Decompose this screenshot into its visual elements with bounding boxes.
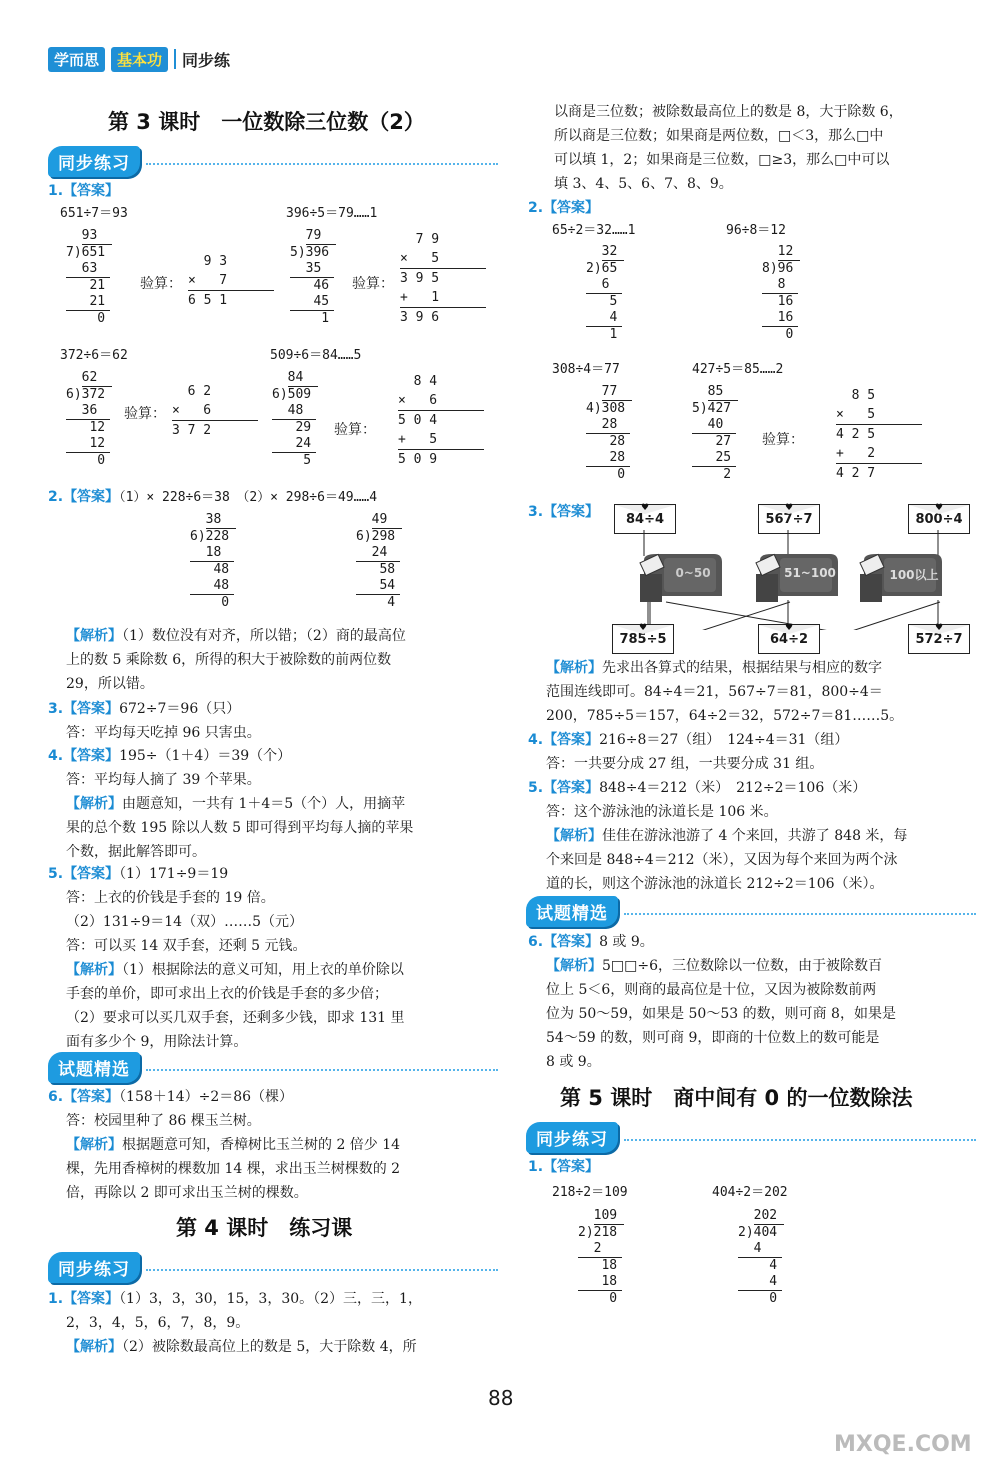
q1-header: 1.【答案】 xyxy=(48,183,120,199)
envelope-800-4: ♥ 800÷4 xyxy=(908,504,970,534)
long-division-396: 79 5)396 35 46 45 1 xyxy=(290,228,336,327)
r-q2-header: 2.【答案】 xyxy=(528,200,600,216)
mailbox-label-51-100: 51~100 xyxy=(784,566,836,580)
section-label: 同步练习 xyxy=(526,1122,618,1153)
long-division-427: 85 5)427 40 27 25 2 xyxy=(692,384,738,483)
section-sync-3 xyxy=(526,1122,976,1152)
envelope-572-7: ♥ 572÷7 xyxy=(908,624,970,654)
lesson5-title: 第 5 课时 商中间有 0 的一位数除法 xyxy=(560,1086,913,1110)
mailbox-label-100-plus: 100以上 xyxy=(889,568,939,582)
check-label: 验算： xyxy=(124,406,166,422)
long-division-372: 62 6)372 36 12 12 0 xyxy=(66,370,112,469)
q4: 4.【答案】195÷（1＋4）＝39（个） 答：平均每人摘了 39 个苹果。 【解析】由题意知，一共有 1＋4＝5（个）人，用摘苹 果的总个数 195 除以人数 5 即可得到平均每人摘的苹果 个数，据此解答即可。 xyxy=(48,748,414,860)
section-label: 同步练习 xyxy=(48,146,140,177)
envelope-84-4: ♥ 84÷4 xyxy=(614,504,676,534)
long-division-228: 38 6)228 18 48 48 0 xyxy=(190,512,236,611)
q2-analysis: 【解析】（1）数位没有对齐，所以错；（2）商的最高位 上的数 5 乘除数 6，所得的积大于被除数的前两位数 29，所以错。 xyxy=(66,628,406,692)
q1-eq3: 372÷6＝62 xyxy=(60,348,128,363)
r-q2-eq2: 96÷8＝12 xyxy=(726,223,786,238)
l5-q1-header: 1.【答案】 xyxy=(528,1159,600,1175)
q6: 6.【答案】（158＋14）÷2＝86（棵） 答：校园里种了 86 棵玉兰树。 【解析】根据题意可知，香樟树比玉兰树的 2 倍少 14 棵，先用香樟树的棵数加 14 棵，求出玉兰树棵数的 2 倍，再除以 2 即可求出玉兰树的棵数。 xyxy=(48,1089,401,1201)
brand-logo-2: 基本功 xyxy=(111,47,168,72)
page-number: 88 xyxy=(488,1386,514,1410)
check-372: 6 2 × 6 3 7 2 xyxy=(172,382,258,440)
q1-eq4: 509÷6＝84……5 xyxy=(270,348,362,363)
section-label: 试题精选 xyxy=(526,896,618,927)
l4-q1: 1.【答案】（1）3，3，30，15，3，30。（2）三，三，1， 2，3，4，5，6，7，8，9。 【解析】（2）被除数最高位上的数是 5，大于除数 4，所 xyxy=(48,1291,422,1355)
envelope-567-7: ♥ 567÷7 xyxy=(758,504,820,534)
envelope-64-2: ♥ 64÷2 xyxy=(758,624,820,654)
long-division-308: 77 4)308 28 28 28 0 xyxy=(586,384,632,483)
lesson4-title: 第 4 课时 练习课 xyxy=(176,1216,353,1240)
long-division-96: 12 8)96 8 16 16 0 xyxy=(762,244,800,343)
section-label: 同步练习 xyxy=(48,1252,140,1283)
check-label: 验算： xyxy=(762,432,804,448)
q2-header: 2.【答案】（1）× 228÷6＝38 （2）× 298÷6＝49……4 xyxy=(48,489,378,505)
r-q3-analysis: 【解析】先求出各算式的结果，根据结果与相应的数字 范围连线即可。84÷4＝21，567÷7＝81，800÷4＝ 200，785÷5＝157，64÷2＝32，572÷7＝81……5。 xyxy=(546,660,904,724)
watermark: MXQE.COM xyxy=(834,1432,972,1457)
r-q3-header: 3.【答案】 xyxy=(528,504,600,520)
long-division-218: 109 2)218 2 18 18 0 xyxy=(578,1208,624,1307)
brand-logo-1: 学而思 xyxy=(48,47,105,72)
r-q2-eq4: 427÷5＝85……2 xyxy=(692,362,784,377)
long-division-509: 84 6)509 48 29 24 5 xyxy=(272,370,318,469)
check-label: 验算： xyxy=(140,276,182,292)
check-509: 8 4 × 6 5 0 4 + 5 5 0 9 xyxy=(398,372,484,469)
check-label: 验算： xyxy=(352,276,394,292)
section-label: 试题精选 xyxy=(48,1052,140,1083)
check-651: 9 3 × 7 6 5 1 xyxy=(188,252,274,310)
q1-eq2: 396÷5＝79……1 xyxy=(286,206,378,221)
check-427: 8 5 × 5 4 2 5 + 2 4 2 7 xyxy=(836,386,922,483)
long-division-404: 202 2)404 4 4 4 0 xyxy=(738,1208,784,1307)
series-title: 同步练 xyxy=(182,50,231,70)
r-q4: 4.【答案】216÷8＝27（组） 124÷4＝31（组） 答：一共要分成 27 组，一共要分成 31 组。 xyxy=(528,732,849,772)
section-sync-2 xyxy=(48,1252,498,1282)
mailbox-label-0-50: 0~50 xyxy=(675,566,711,580)
envelope-785-5: ♥ 785÷5 xyxy=(612,624,674,654)
header-brand xyxy=(48,46,230,72)
section-select-2 xyxy=(526,896,976,926)
r-q2-eq1: 65÷2＝32……1 xyxy=(552,223,636,238)
long-division-651: 93 7)651 63 21 21 0 xyxy=(66,228,112,327)
long-division-298: 49 6)298 24 58 54 4 xyxy=(356,512,402,611)
section-select-1 xyxy=(48,1052,498,1082)
r-q6: 6.【答案】8 或 9。 【解析】5□□÷6，三位数除以一位数，由于被除数百 位上 5＜6，则商的最高位是十位，又因为被除数前两 位为 50～59，如果是 50～53 的数，则可商 8，如果是 54～59 的数，则可商 9，即商的十位数上的数可能是 8 或 9。 xyxy=(528,934,896,1070)
brand-separator xyxy=(174,49,176,69)
check-396: 7 9 × 5 3 9 5 + 1 3 9 6 xyxy=(400,230,486,327)
r-q2-eq3: 308÷4＝77 xyxy=(552,362,620,377)
lesson3-title: 第 3 课时 一位数除三位数（2） xyxy=(108,110,425,134)
check-label: 验算： xyxy=(334,422,376,438)
section-sync-1 xyxy=(48,146,498,176)
l4-analysis-cont: 以商是三位数；被除数最高位上的数是 8，大于除数 6， 所以商是三位数；如果商是两位数，□＜3，那么□中 可以填 1，2；如果商是三位数，□≥3，那么□中可以 填 3、4、5、6、7、8、9。 xyxy=(554,104,903,192)
q1-eq1: 651÷7＝93 xyxy=(60,206,128,221)
q3: 3.【答案】672÷7＝96（只） 答：平均每天吃掉 96 只害虫。 xyxy=(48,701,261,741)
q5: 5.【答案】（1）171÷9＝19 答：上衣的价钱是手套的 19 倍。 （2）131÷9＝14（双）……5（元） 答：可以买 14 双手套，还剩 5 元钱。 【解析】（1）根据除法的意义可知，用上衣的单价除以 手套的单价，即可求出上衣的价钱是手套的多少倍； （2）要求可以买几双手套，还剩多少钱，即求 131 里 面有多少个 9，用除法计算。 xyxy=(48,866,405,1050)
l5-eq1: 218÷2＝109 xyxy=(552,1185,628,1200)
r-q5: 5.【答案】848÷4＝212（米） 212÷2＝106（米） 答：这个游泳池的泳道长是 106 米。 【解析】佳佳在游泳池游了 4 个来回，共游了 848 米，每 个来回是 848÷4＝212（米），又因为每个来回为两个泳 道的长，则这个游泳池的泳道长 212÷2＝106（米）。 xyxy=(528,780,908,892)
long-division-65: 32 2)65 6 5 4 1 xyxy=(586,244,624,343)
l5-eq2: 404÷2＝202 xyxy=(712,1185,788,1200)
